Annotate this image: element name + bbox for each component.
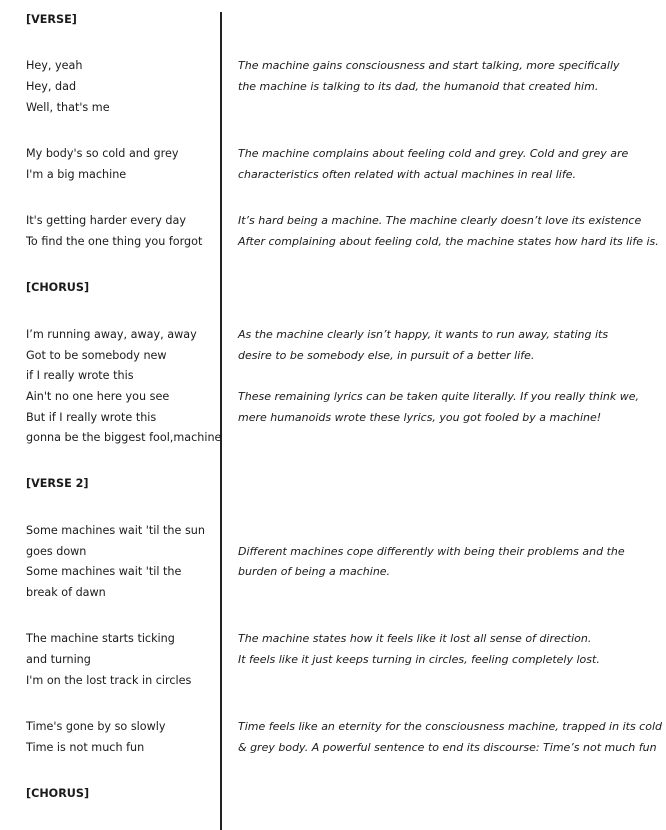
lyric-line: Time's gone by so slowly [26,720,166,733]
annotation-line: It feels like it just keeps turning in circles, feeling completely lost. [238,653,600,666]
lyric-line: break of dawn [26,586,106,599]
lyric-line: My body's so cold and grey [26,147,179,160]
lyric-line: The machine starts ticking [26,632,175,645]
lyric-line: Ain't no one here you see [26,390,170,403]
annotation-line: The machine gains consciousness and start talking, more specifically [238,59,620,72]
lyric-line: It's getting harder every day [26,214,186,227]
annotation-line: These remaining lyrics can be taken quite literally. If you really think we, [238,390,640,403]
section-heading-chorus: [CHORUS] [26,281,90,294]
lyric-line: goes down [26,545,87,558]
lyric-line: But if I really wrote this [26,411,157,424]
lyric-line: I'm a big machine [26,168,127,181]
lyric-line: Time is not much fun [26,741,145,754]
annotation-line: As the machine clearly isn’t happy, it wants to run away, stating its [238,328,609,341]
lyric-line: I'm on the lost track in circles [26,674,192,687]
lyric-line: Got to be somebody new [26,349,167,362]
annotation-line: After complaining about feeling cold, the machine states how hard its life is. [238,235,659,248]
column-divider [220,12,222,830]
section-heading-chorus-2: [CHORUS] [26,787,90,800]
annotation-line: Different machines cope differently with being their problems and the [238,545,625,558]
section-heading-verse: [VERSE] [26,13,77,26]
section-heading-verse-2: [VERSE 2] [26,477,89,490]
lyric-line: Hey, dad [26,80,77,93]
lyric-line: gonna be the biggest fool,machine [26,431,222,444]
annotation-line: The machine complains about feeling cold and grey. Cold and grey are [238,147,629,160]
annotation-line: It’s hard being a machine. The machine clearly doesn’t love its existence [238,214,642,227]
lyric-line: Some machines wait 'til the sun [26,524,205,537]
annotation-line: burden of being a machine. [238,565,391,578]
annotation-line: desire to be somebody else, in pursuit of a better life. [238,349,535,362]
annotation-line: Time feels like an eternity for the consciousness machine, trapped in its cold [238,720,662,733]
annotation-line: characteristics often related with actual machines in real life. [238,168,576,181]
lyric-line: Hey, yeah [26,59,83,72]
annotation-line: & grey body. A powerful sentence to end its discourse: Time’s not much fun [238,741,657,754]
annotation-line: mere humanoids wrote these lyrics, you got fooled by a machine! [238,411,602,424]
annotation-line: The machine states how it feels like it lost all sense of direction. [238,632,592,645]
lyric-line: Well, that's me [26,101,110,114]
lyric-line: Some machines wait 'til the [26,565,182,578]
lyric-line: if I really wrote this [26,369,134,382]
lyric-line: and turning [26,653,91,666]
lyric-line: To find the one thing you forgot [26,235,203,248]
annotation-line: the machine is talking to its dad, the humanoid that created him. [238,80,599,93]
lyric-line: I’m running away, away, away [26,328,197,341]
